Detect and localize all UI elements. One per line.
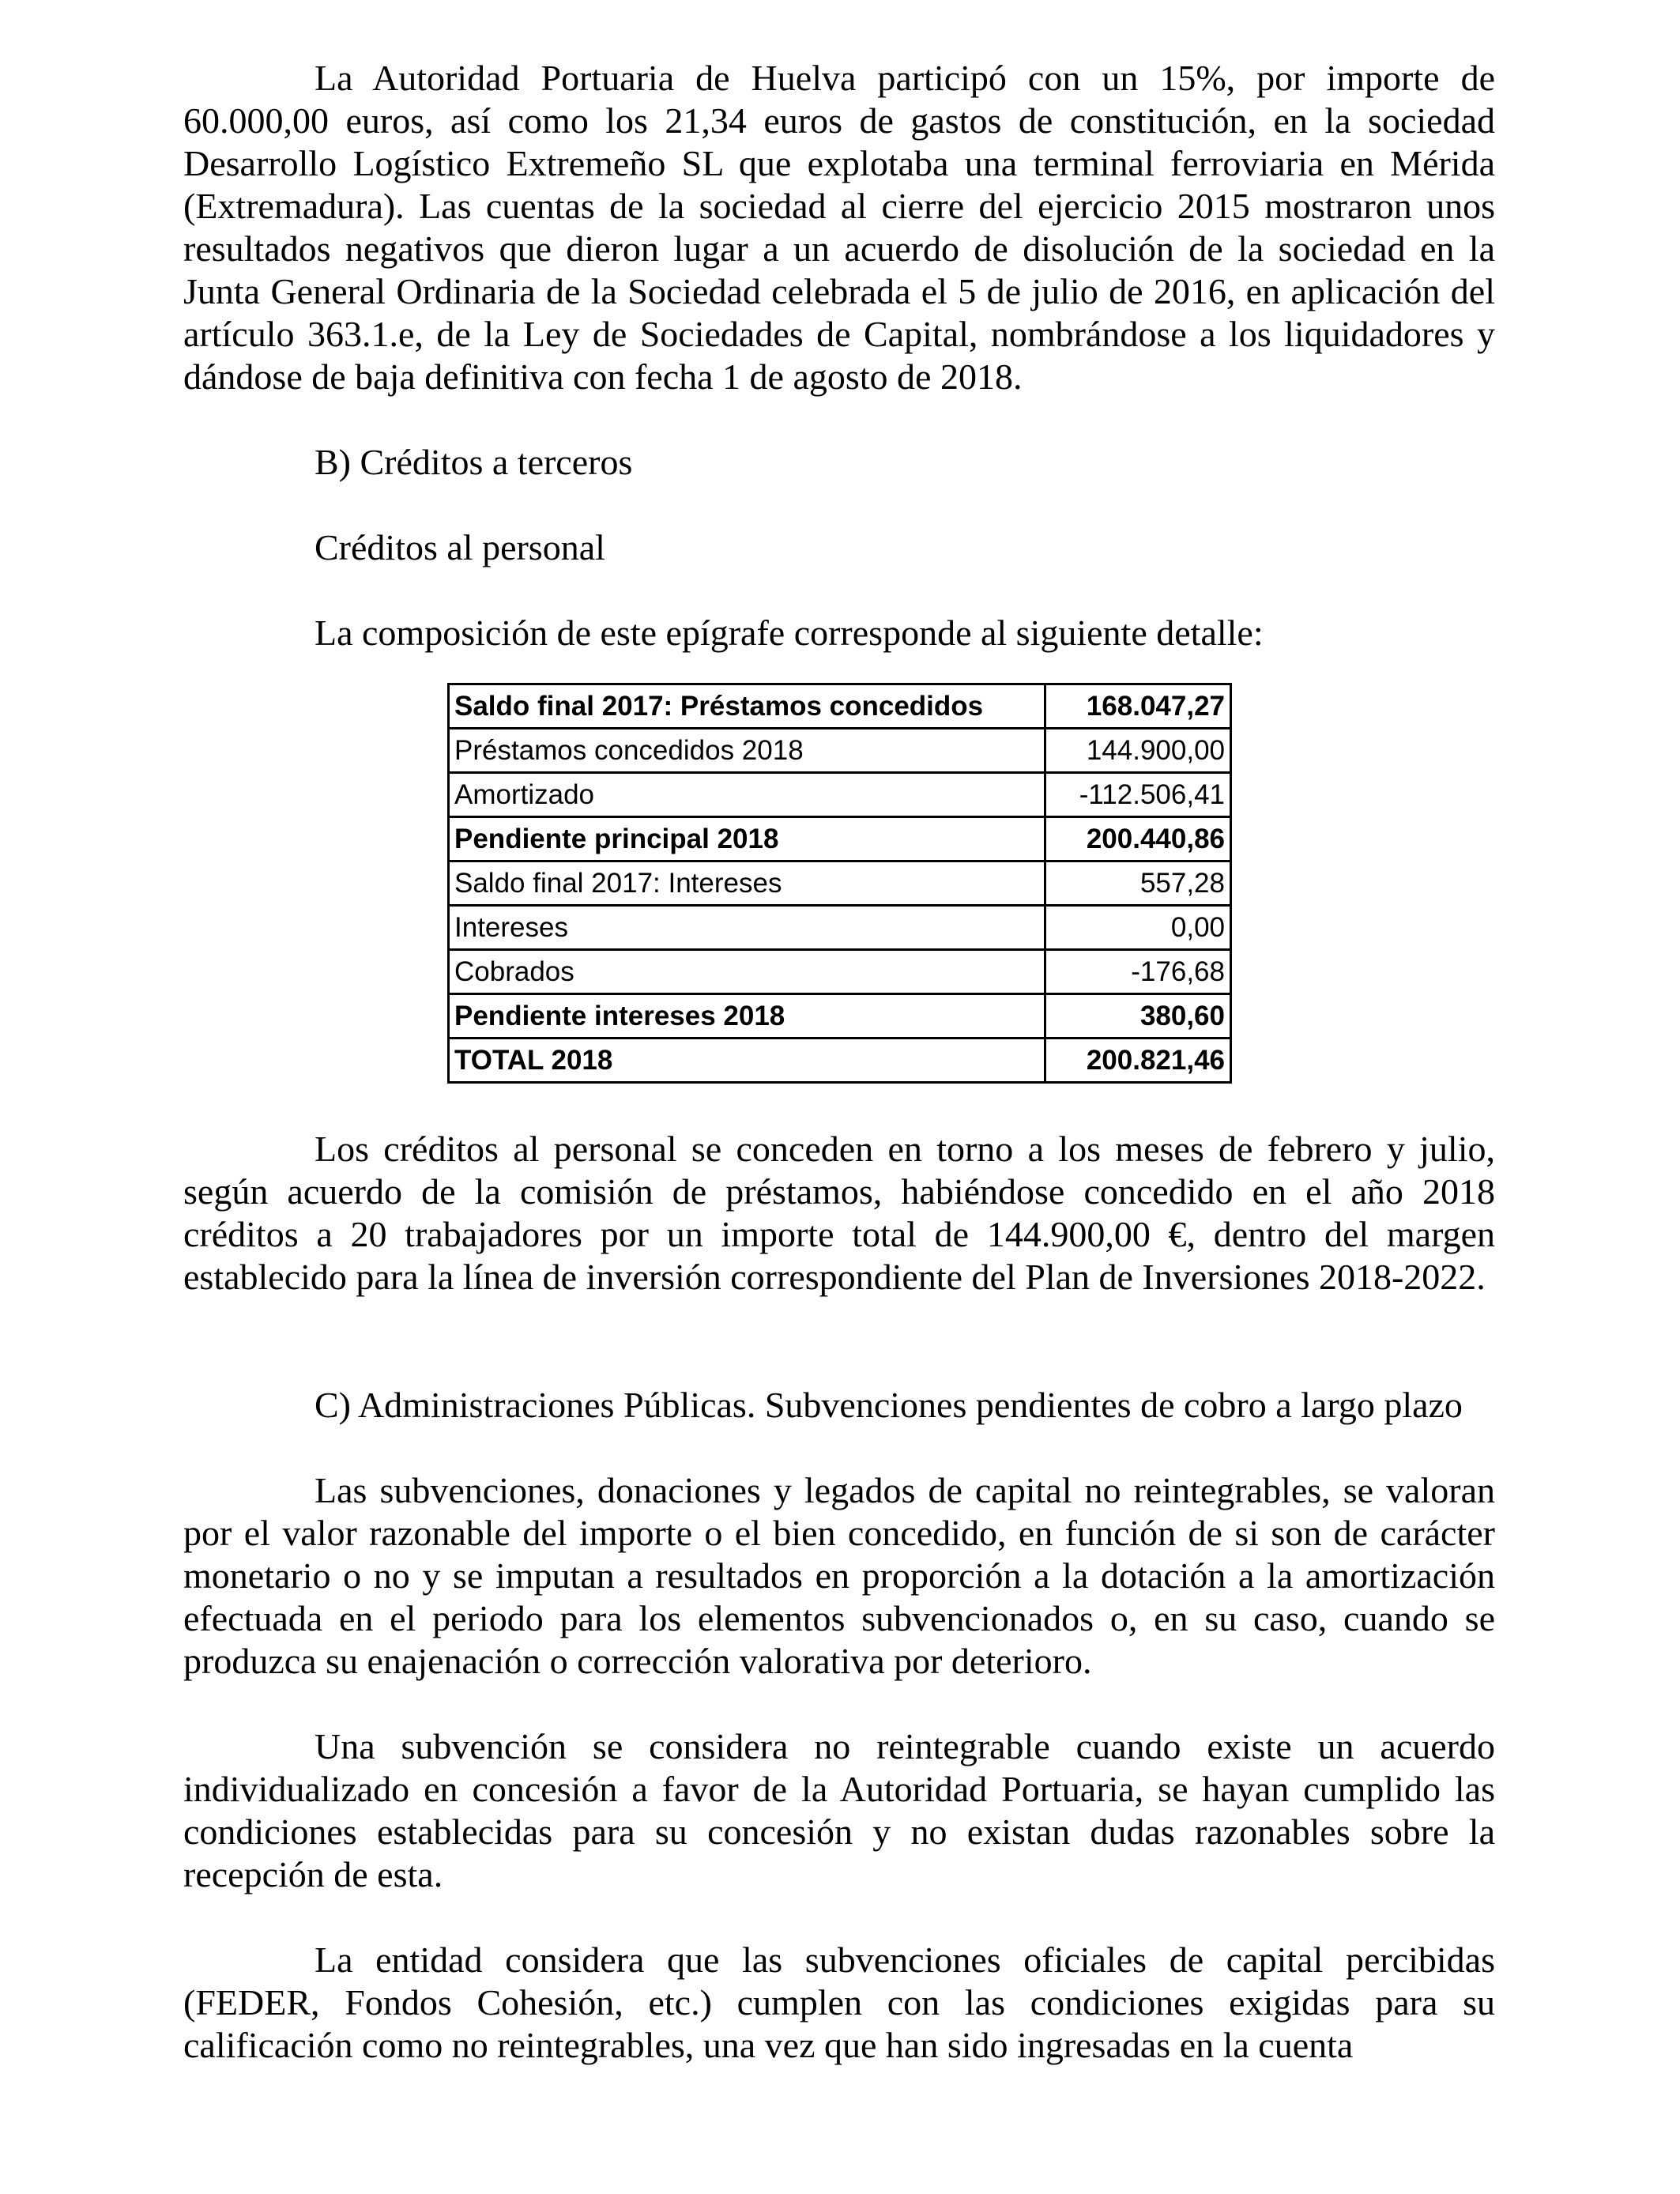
table-cell-label: Pendiente principal 2018: [449, 817, 1045, 861]
table-cell-label: Préstamos concedidos 2018: [449, 729, 1045, 773]
table-cell-value: 168.047,27: [1045, 684, 1231, 729]
paragraph-subvenciones-valoracion: Las subvenciones, donaciones y legados de capital no reintegrables, se valoran por el valor razonable del importe o el bien concedido, en función de si son de carácter monetario o no y se imputan a resultados en proporción a la dotación a la amortización efectuada en el periodo para los elementos subvencionados o, en su caso, cuando se produzca su enajenación o corrección valorativa por deterioro.: [183, 1470, 1495, 1681]
table-row: [449, 861, 1231, 906]
table-row: [449, 950, 1231, 994]
table-cell-value: 200.440,86: [1045, 817, 1231, 861]
table-cell-label: TOTAL 2018: [449, 1039, 1045, 1083]
table-row: [449, 994, 1231, 1039]
table-row: [449, 817, 1231, 861]
table-cell-value: 0,00: [1045, 906, 1231, 950]
creditos-personal-table: [447, 683, 1232, 1084]
table-cell-label: Saldo final 2017: Préstamos concedidos: [449, 684, 1045, 729]
table-cell-label: Intereses: [449, 906, 1045, 950]
table-cell-value: -112.506,41: [1045, 773, 1231, 817]
table-row: [449, 684, 1231, 729]
paragraph-sociedad: La Autoridad Portuaria de Huelva participó con un 15%, por importe de 60.000,00 euros, así como los 21,34 euros de gastos de constitución, en la sociedad Desarrollo Logístico Extremeño SL que explotaba una terminal ferroviaria en Mérida (Extremadura). Las cuentas de la sociedad al cierre del ejercicio 2015 mostraron unos resultados negativos que dieron lugar a un acuerdo de disolución de la sociedad en la Junta General Ordinaria de la Sociedad celebrada el 5 de julio de 2016, en aplicación del artículo 363.1.e, de la Ley de Sociedades de Capital, nombrándose a los liquidadores y dándose de baja definitiva con fecha 1 de agosto de 2018.: [183, 58, 1495, 397]
table-cell-value: 380,60: [1045, 994, 1231, 1039]
table-row: [449, 906, 1231, 950]
table-cell-value: 200.821,46: [1045, 1039, 1231, 1083]
table-row: [449, 773, 1231, 817]
table-cell-value: 557,28: [1045, 861, 1231, 906]
table-row: [449, 1039, 1231, 1083]
table-intro: La composición de este epígrafe corresponde al siguiente detalle:: [315, 613, 1264, 653]
table-cell-label: Cobrados: [449, 950, 1045, 994]
table-cell-label: Saldo final 2017: Intereses: [449, 861, 1045, 906]
subsection-heading-creditos-personal: Créditos al personal: [315, 527, 605, 567]
table-cell-value: -176,68: [1045, 950, 1231, 994]
section-heading-creditos-terceros: B) Créditos a terceros: [315, 442, 633, 482]
table-row: [449, 729, 1231, 773]
table-cell-label: Pendiente intereses 2018: [449, 994, 1045, 1039]
paragraph-subvencion-no-reintegrable: Una subvención se considera no reintegrable cuando existe un acuerdo individualizado en concesión a favor de la Autoridad Portuaria, se hayan cumplido las condiciones establecidas para su concesión y no existan dudas razonables sobre la recepción de esta.: [183, 1726, 1495, 1894]
table-cell-value: 144.900,00: [1045, 729, 1231, 773]
paragraph-subvenciones-oficiales: La entidad considera que las subvenciones oficiales de capital percibidas (FEDER, Fondos Cohesión, etc.) cumplen con las condiciones exigidas para su calificación como no reintegrables, una vez que han sido ingresadas en la cuenta: [183, 1940, 1495, 2065]
paragraph-creditos-personal: Los créditos al personal se conceden en torno a los meses de febrero y julio, según acuerdo de la comisión de préstamos, habiéndose concedido en el año 2018 créditos a 20 trabajadores por un importe total de 144.900,00 €, dentro del margen establecido para la línea de inversión correspondiente del Plan de Inversiones 2018-2022.: [183, 1129, 1495, 1297]
document-page: [183, 57, 1495, 2067]
table-cell-label: Amortizado: [449, 773, 1045, 817]
section-heading-administraciones-publicas: C) Administraciones Públicas. Subvenciones pendientes de cobro a largo plazo: [315, 1385, 1463, 1425]
